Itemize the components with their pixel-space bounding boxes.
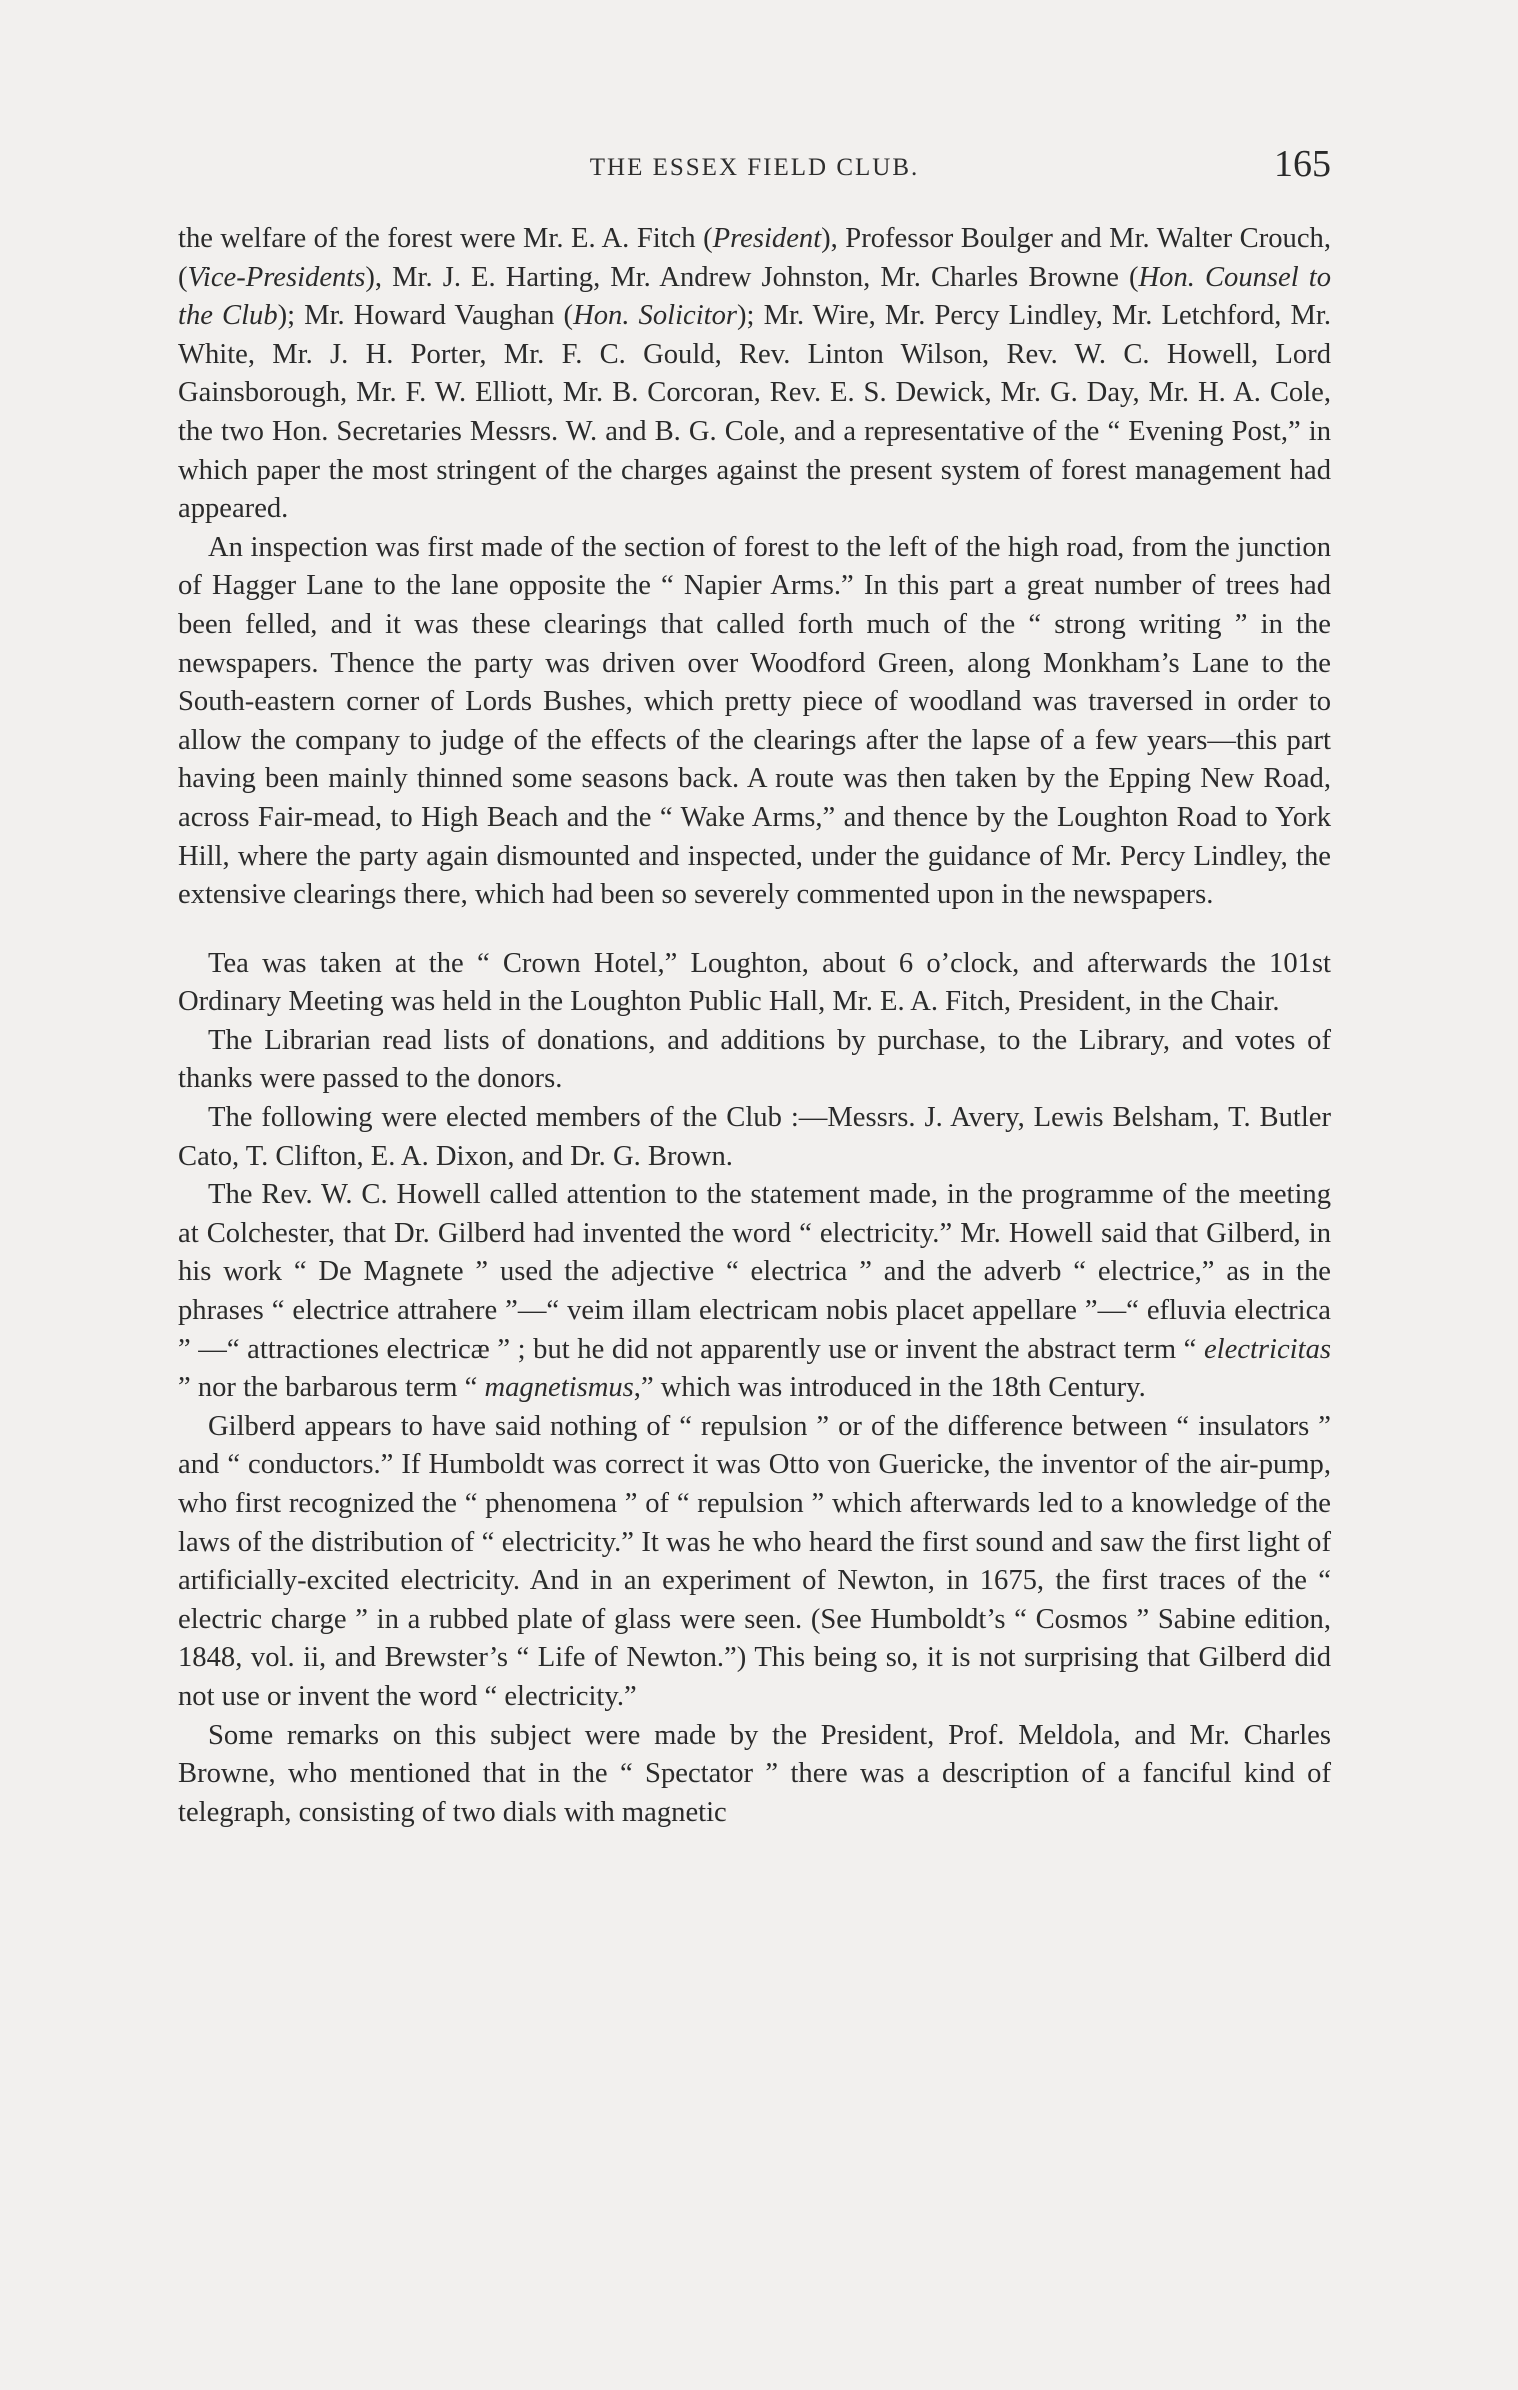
- text-run: Gilberd appears to have said nothing of “ repulsion ” or of the difference between “ insulators ” and “ conductors.” If Humboldt was correct it was Otto von Guericke, the inventor of the air-pump, who first recognized the “ phenomena ” of “ repulsion ” which afterwards led to a knowledge of the laws of the distribution of “ electricity.” It was he who heard the first sound and saw the first light of artificially-excited electricity. And in an experiment of Newton, in 1675, the first traces of the “ electric charge ” in a rubbed plate of glass were seen. (See Humboldt’s “ Cosmos ” Sabine edition, 1848, vol. ii, and Brewster’s “ Life of Newton.”) This being so, it is not surprising that Gilberd did not use or invent the word “ electricity.”: [178, 1410, 1331, 1712]
- paragraph-4: [178, 1022, 1331, 1099]
- italic-text: magnetismus: [484, 1372, 634, 1404]
- paragraph-6: [178, 1176, 1331, 1408]
- paragraph-7: [178, 1408, 1331, 1717]
- paragraph-5: [178, 1099, 1331, 1176]
- text-run: ), Professor Boulger and Mr. Walter Crouch, (: [178, 223, 1331, 293]
- italic-text: Vice-Presidents: [187, 261, 366, 293]
- page-number: 165: [1274, 143, 1331, 185]
- text-run: ), Mr. J. E. Harting, Mr. Andrew Johnston, Mr. Charles Browne (: [365, 261, 1139, 293]
- text-run: An inspection was first made of the section of forest to the left of the high road, from the junction of Hagger Lane to the lane opposite the “ Napier Arms.” In this part a great number of trees had been felled, and it was these clearings that called forth much of the “ strong writing ” in the newspapers. Thence the party was driven over Woodford Green, along Monkham’s Lane to the South-eastern corner of Lords Bushes, which pretty piece of woodland was traversed in order to allow the company to judge of the effects of the clearings after the lapse of a few years—this part having been mainly thinned some seasons back. A route was then taken by the Epping New Road, across Fair-mead, to High Beach and the “ Wake Arms,” and thence by the Loughton Road to York Hill, where the party again dismounted and inspected, under the guidance of Mr. Percy Lindley, the extensive clearings there, which had been so severely commented upon in the newspapers.: [178, 531, 1331, 911]
- text-run: Some remarks on this subject were made by the President, Prof. Meldola, and Mr. Charles Browne, who mentioned that in the “ Spectator ” there was a description of a fanciful kind of telegraph, consisting of two dials with magnetic: [178, 1719, 1331, 1828]
- italic-text: Hon. Solicitor: [573, 300, 738, 332]
- text-run: The Rev. W. C. Howell called attention to the statement made, in the programme of the meeting at Colchester, that Dr. Gilberd had invented the word “ electricity.” Mr. Howell said that Gilberd, in his work “ De Magnete ” used the adjective “ electrica ” and the adverb “ electrice,” as in the phrases “ electrice attrahere ”—“ veim illam electricam nobis placet appellare ”—“ efluvia electrica ” —“ attractiones electricæ ” ; but he did not apparently use or invent the abstract term “: [178, 1179, 1331, 1365]
- paragraph-3: [178, 945, 1331, 1022]
- text-run: ,” which was introduced in the 18th Century.: [633, 1372, 1146, 1404]
- text-run: the welfare of the forest were Mr. E. A. Fitch (: [178, 223, 713, 254]
- paragraph-2: [178, 529, 1331, 915]
- text-run: ); Mr. Wire, Mr. Percy Lindley, Mr. Letchford, Mr. White, Mr. J. H. Porter, Mr. F. C. Gould, Rev. Linton Wilson, Rev. W. C. Howell, Lord Gainsborough, Mr. F. W. Elliott, Mr. B. Corcoran, Rev. E. S. Dewick, Mr. G. Day, Mr. H. A. Cole, the two Hon. Secretaries Messrs. W. and B. G. Cole, and a representative of the “ Evening Post,” in which paper the most stringent of the charges against the present system of forest management had appeared.: [178, 300, 1331, 525]
- text-body: [178, 220, 1331, 1832]
- text-run: ); Mr. Howard Vaughan (: [277, 300, 574, 332]
- paragraph-8: [178, 1717, 1331, 1833]
- running-header: [178, 142, 1331, 202]
- italic-text: President: [712, 223, 822, 254]
- italic-text: electricitas: [1203, 1333, 1331, 1365]
- italic-text: Hon. Counsel to the Club: [178, 261, 1331, 332]
- header-title: THE ESSEX FIELD CLUB.: [589, 154, 920, 181]
- paragraph-1: [178, 220, 1331, 529]
- text-run: ” nor the barbarous term “: [178, 1372, 485, 1404]
- text-run: Tea was taken at the “ Crown Hotel,” Loughton, about 6 o’clock, and afterwards the 101st Ordinary Meeting was held in the Loughton Public Hall, Mr. E. A. Fitch, President, in the Chair.: [178, 947, 1331, 1018]
- text-run: The Librarian read lists of donations, and additions by purchase, to the Library, and votes of thanks were passed to the donors.: [178, 1024, 1331, 1095]
- text-run: The following were elected members of the Club :—Messrs. J. Avery, Lewis Belsham, T. Butler Cato, T. Clifton, E. A. Dixon, and Dr. G. Brown.: [178, 1102, 1331, 1172]
